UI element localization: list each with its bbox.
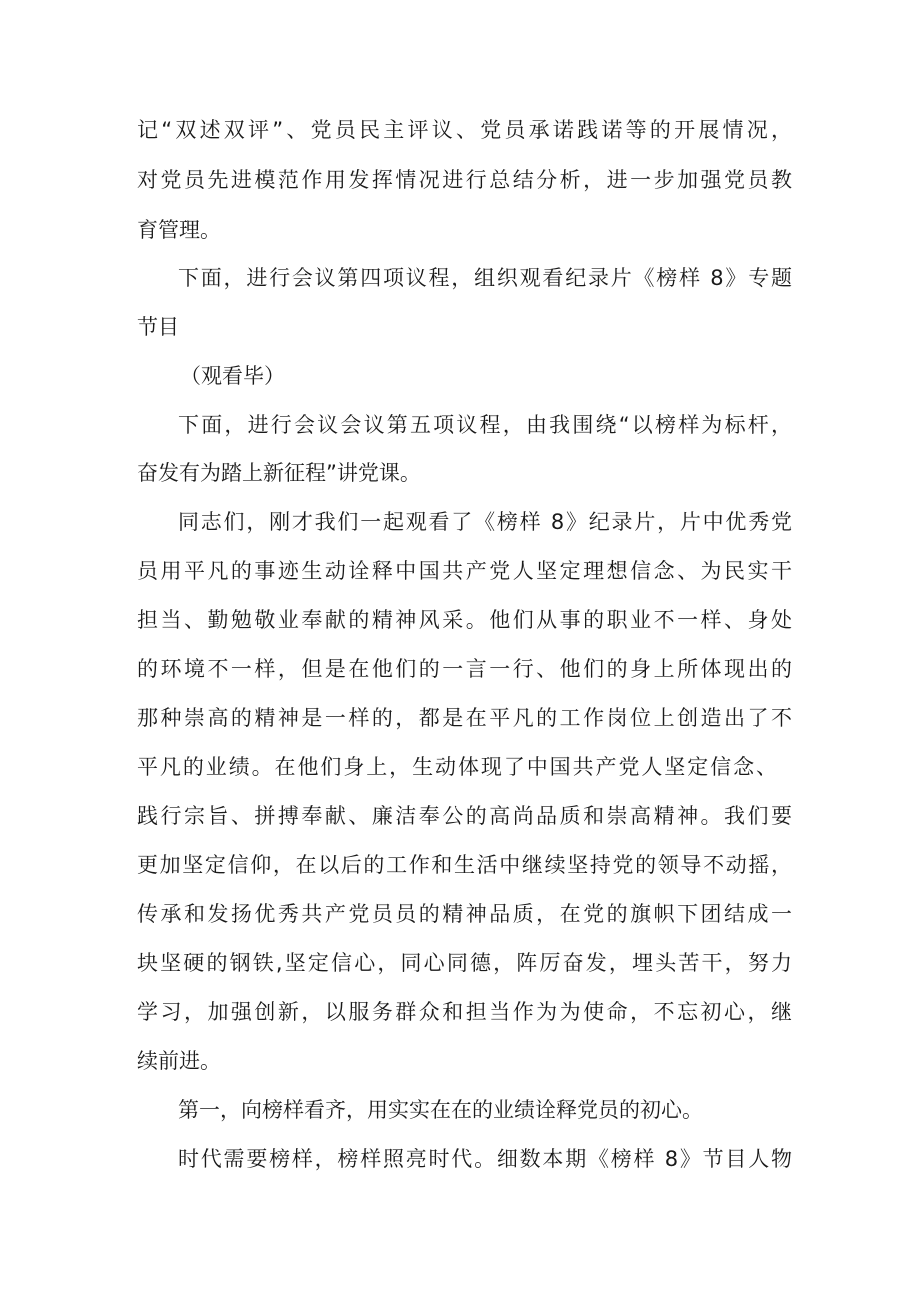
- text-line: 那种崇高的精神是一样的，都是在平凡的工作岗位上创造出了不: [137, 706, 792, 730]
- text-line: 员用平凡的事迹生动诠释中国共产党人坚定理想信念、为民实干: [137, 559, 792, 583]
- text-line: 下面，进行会议第四项议程，组织观看纪录片《榜样 8》专题: [178, 266, 792, 290]
- text-line: 同志们，刚才我们一起观看了《榜样 8》纪录片，片中优秀党: [178, 510, 792, 534]
- text-line: 育管理。: [137, 218, 221, 242]
- text-line: （观看毕）: [180, 364, 285, 388]
- text-line: 续前进。: [137, 1049, 221, 1073]
- text-line: 践行宗旨、拼搏奉献、廉洁奉公的高尚品质和崇高精神。我们要: [137, 804, 792, 828]
- text-line: 记“双述双评”、党员民主评议、党员承诺践诺等的开展情况，: [137, 118, 792, 142]
- text-line: 的环境不一样，但是在他们的一言一行、他们的身上所体现出的: [137, 657, 792, 681]
- text-line: 担当、勤勉敬业奉献的精神风采。他们从事的职业不一样、身处: [137, 608, 792, 632]
- text-line: 对党员先进模范作用发挥情况进行总结分析，进一步加强党员教: [137, 168, 792, 192]
- text-line: 学习，加强创新，以服务群众和担当作为为使命，不忘初心，继: [137, 1000, 792, 1024]
- text-line: 传承和发扬优秀共产党员员的精神品质，在党的旗帜下团结成一: [137, 902, 792, 926]
- text-line: 下面，进行会议会议第五项议程，由我围绕“以榜样为标杆，: [178, 413, 792, 437]
- text-line: 更加坚定信仰，在以后的工作和生活中继续坚持党的领导不动摇，: [137, 853, 792, 877]
- text-line: 时代需要榜样，榜样照亮时代。细数本期《榜样 8》节目人物: [178, 1147, 792, 1171]
- text-line: 块坚硬的钢铁,坚定信心，同心同德，阵厉奋发，埋头苦干，努力: [137, 951, 792, 975]
- text-line: 节目: [137, 315, 179, 339]
- text-line: 奋发有为踏上新征程”讲党课。: [137, 461, 421, 485]
- text-line: 平凡的业绩。在他们身上，生动体现了中国共产党人坚定信念、: [137, 755, 777, 779]
- section-heading: 第一，向榜样看齐，用实实在在的业绩诠释党员的初心。: [178, 1098, 703, 1122]
